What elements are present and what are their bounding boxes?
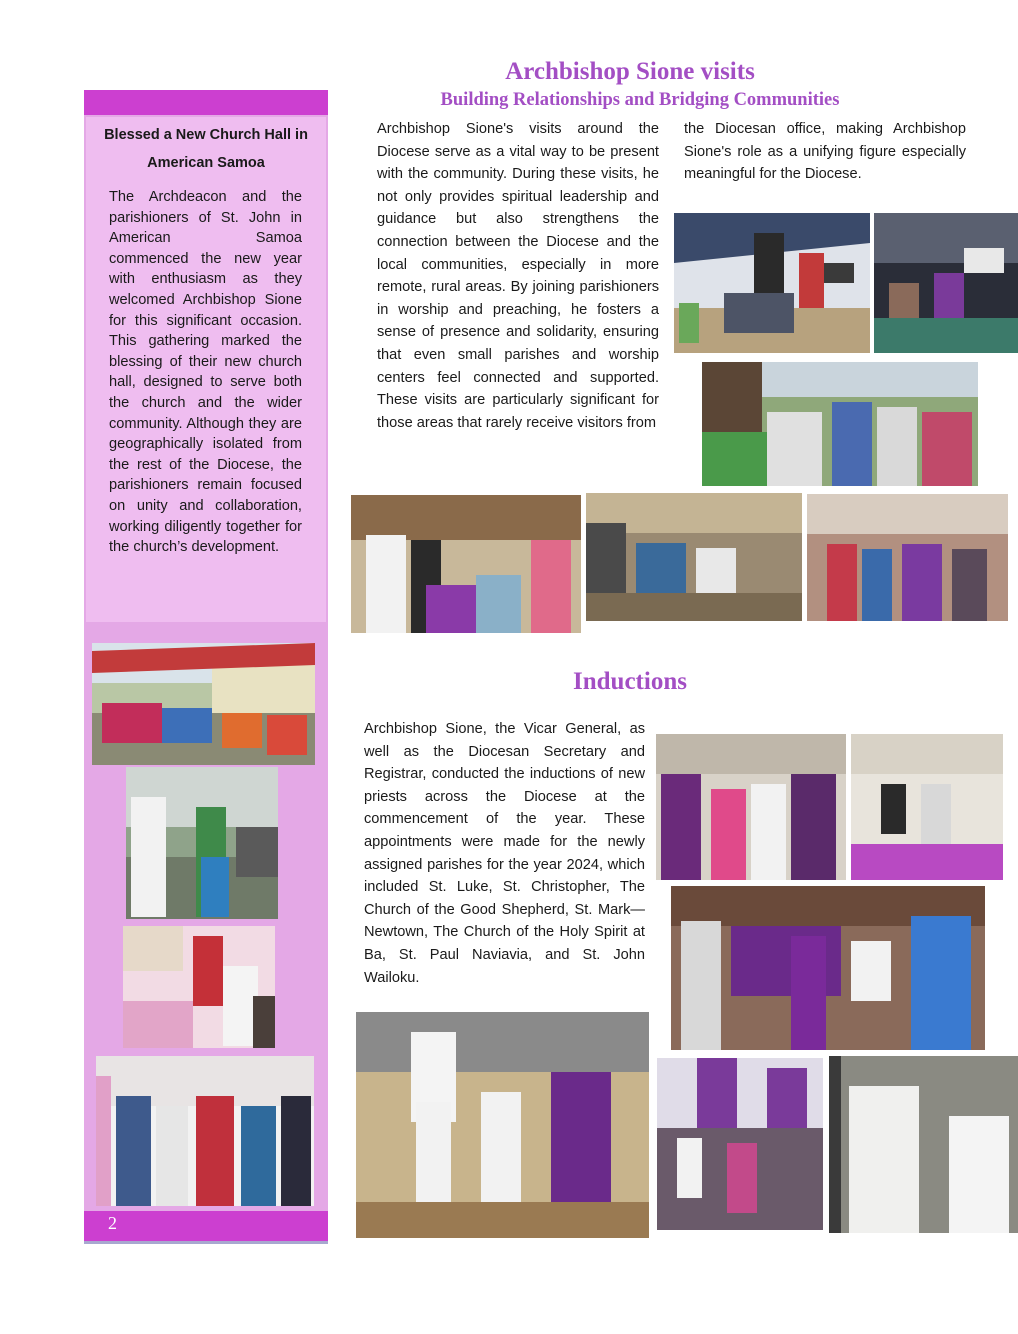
- photo-visit-church-family: [807, 494, 1008, 621]
- inductions-title: Inductions: [573, 668, 687, 695]
- photo-hall-blessing-ceremony: [126, 767, 278, 919]
- photo-visit-children: [702, 362, 978, 486]
- photo-induction-3: [671, 886, 985, 1050]
- photo-visit-office-group: [351, 495, 581, 633]
- visits-title: Archbishop Sione visits: [505, 58, 755, 85]
- photo-induction-5: [657, 1058, 823, 1230]
- photo-visit-preaching: [674, 213, 870, 353]
- sidebar-body-text: The Archdeacon and the parishioners of St. John in American Samoa commenced the new year with enthusiasm as they welcomed Archbishop Sione for this significant occasion. This gathering marked the blessing of their new church hall, designed to serve both the church and the wider community. Although they are geographically isolated from the rest of the Diocese, the parishioners remain focused on unity and collaboration, working diligently together for the church’s development.: [109, 189, 302, 556]
- sidebar-bottom-bar: [84, 1211, 328, 1241]
- photo-visit-worship-floor: [586, 493, 802, 621]
- visits-text-column-2: the Diocesan office, making Archbishop Sione's role as a unifying figure especially meaningful for the Diocese.: [684, 121, 966, 183]
- photo-induction-2: [851, 734, 1003, 880]
- sidebar-top-bar: [84, 90, 328, 115]
- sidebar-bottom-line: [84, 1241, 328, 1244]
- inductions-body-text: Archbishop Sione, the Vicar General, as well as the Diocesan Secretary and Registrar, conducted the inductions of new priests across the Diocese at the commencement of the year. These appointments were made for the newly assigned parishes for the year 2024, which included St. Luke, St. Christopher, The Church of the Good Shepherd, St. Mark—Newtown, The Church of the Holy Spirit at Ba, St. Paul Naviavia, and St. John Wailoku.: [364, 721, 645, 986]
- photo-hall-group: [96, 1056, 314, 1206]
- page-number: 2: [108, 1213, 117, 1233]
- photo-induction-6: [829, 1056, 1018, 1233]
- photo-induction-4: [356, 1012, 649, 1238]
- sidebar-heading-line1: Blessed a New Church Hall in: [104, 127, 308, 143]
- photo-hall-blessing-tent: [92, 643, 315, 765]
- visits-subtitle: Building Relationships and Bridging Communities: [440, 90, 840, 110]
- sidebar-heading-line2: American Samoa: [147, 155, 265, 171]
- sidebar-heading: [90, 121, 322, 177]
- photo-hall-altar: [123, 926, 275, 1048]
- photo-visit-evening: [874, 213, 1018, 353]
- photo-induction-1: [656, 734, 846, 880]
- visits-text-column-1: Archbishop Sione's visits around the Diocese serve as a vital way to be present with the community. During these visits, he not only provides spiritual leadership and guidance but also strengthens the connection between the Diocese and the local communities, especially in more remote, rural areas. By joining parishioners in worship and preaching, he fosters a sense of presence and solidarity, ensuring that even small parishes and worship centers feel connected and supported. These visits are particularly significant for those areas that rarely receive visitors from: [377, 121, 659, 431]
